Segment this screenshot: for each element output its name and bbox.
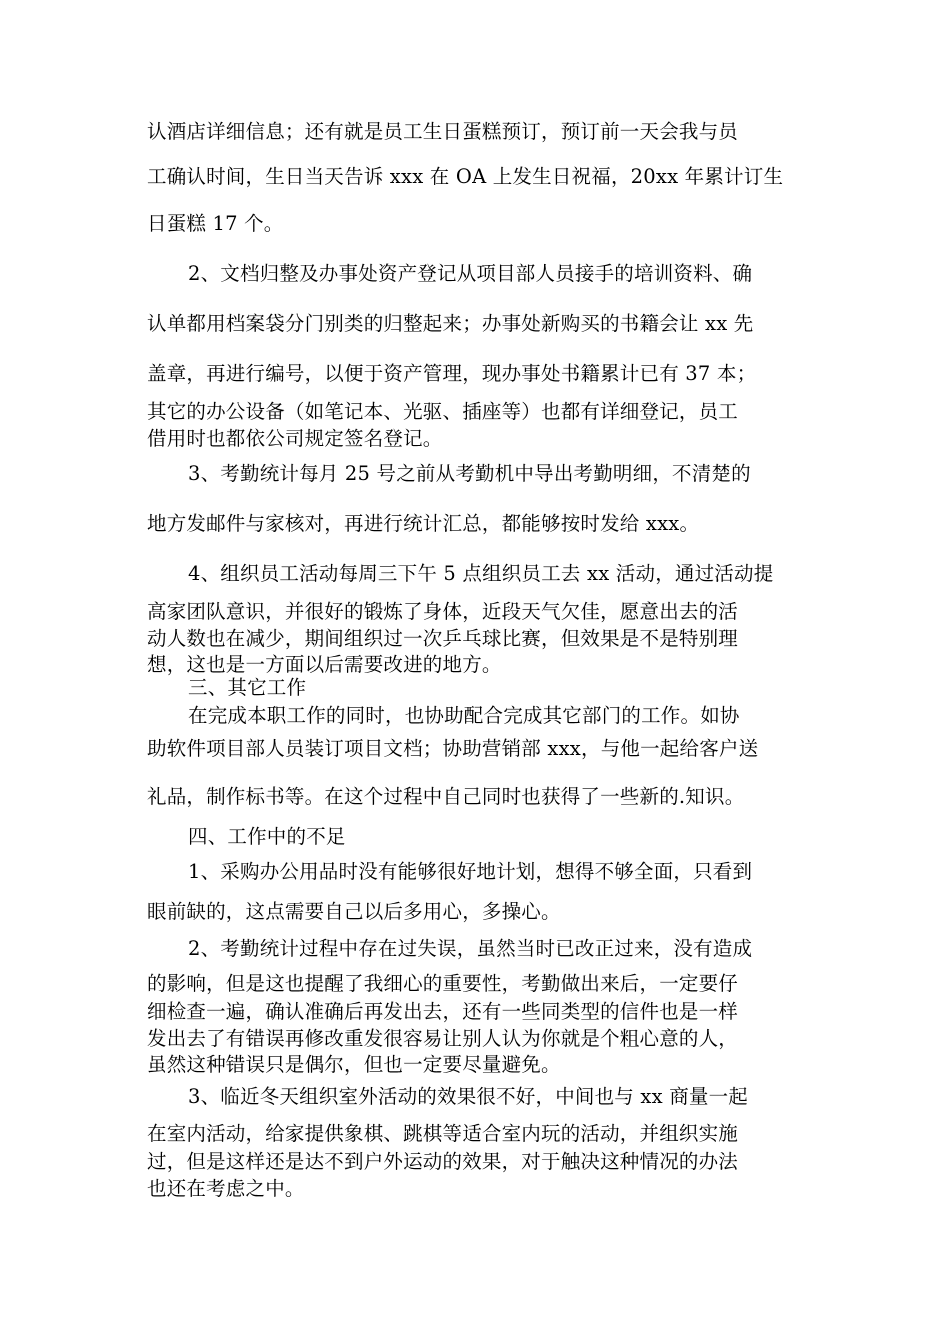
text-line: 动人数也在减少，期间组织过一次乒乓球比赛，但效果是不是特别理	[147, 627, 739, 650]
text-line: 3、临近冬天组织室外活动的效果很不好，中间也与 xx 商量一起	[188, 1085, 748, 1108]
text-line: 日蛋糕 17 个。	[147, 212, 284, 235]
text-line: 虽然这种错误只是偶尔，但也一定要尽量避免。	[147, 1053, 561, 1076]
text-line: 在完成本职工作的同时，也协助配合完成其它部门的工作。如协	[188, 704, 740, 727]
text-line: 细检查一遍，确认准确后再发出去，还有一些同类型的信件也是一样	[147, 1000, 739, 1023]
text-line: 地方发邮件与家核对，再进行统计汇总，都能够按时发给 xxx。	[147, 512, 700, 535]
text-line: 过，但是这样还是达不到户外运动的效果，对于触决这种情况的办法	[147, 1150, 739, 1173]
text-line: 工确认时间，生日当天告诉 xxx 在 OA 上发生日祝福，20xx 年累计订生	[147, 165, 784, 188]
text-line: 的影响，但是这也提醒了我细心的重要性，考勤做出来后，一定要仔	[147, 972, 739, 995]
text-line: 3、考勤统计每月 25 号之前从考勤机中导出考勤明细，不清楚的	[188, 462, 751, 485]
section-heading: 四、工作中的不足	[188, 825, 346, 848]
text-line: 4、组织员工活动每周三下午 5 点组织员工去 xx 活动，通过活动提	[188, 562, 774, 585]
text-line: 想，这也是一方面以后需要改进的地方。	[147, 653, 502, 676]
text-line: 借用时也都依公司规定签名登记。	[147, 427, 443, 450]
text-line: 盖章，再进行编号，以便于资产管理，现办事处书籍累计已有 37 本；	[147, 362, 757, 385]
text-line: 眼前缺的，这点需要自己以后多用心，多操心。	[147, 900, 561, 923]
text-line: 礼品，制作标书等。在这个过程中自己同时也获得了一些新的.知识。	[147, 785, 745, 808]
text-line: 2、文档归整及办事处资产登记从项目部人员接手的培训资料、确	[188, 262, 753, 285]
text-line: 认单都用档案袋分门别类的归整起来；办事处新购买的书籍会让 xx 先	[147, 312, 754, 335]
text-line: 也还在考虑之中。	[147, 1177, 305, 1200]
text-line: 认酒店详细信息；还有就是员工生日蛋糕预订，预订前一天会我与员	[147, 120, 739, 143]
text-line: 助软件项目部人员装订项目文档；协助营销部 xxx，与他一起给客户送	[147, 737, 759, 760]
text-line: 发出去了有错误再修改重发很容易让别人认为你就是个粗心意的人，	[147, 1027, 739, 1050]
text-line: 2、考勤统计过程中存在过失误，虽然当时已改正过来，没有造成	[188, 937, 753, 960]
text-line: 高家团队意识，并很好的锻炼了身体，近段天气欠佳，愿意出去的活	[147, 600, 739, 623]
text-line: 1、采购办公用品时没有能够很好地计划，想得不够全面，只看到	[188, 860, 753, 883]
section-heading: 三、其它工作	[188, 676, 307, 699]
text-line: 在室内活动，给家提供象棋、跳棋等适合室内玩的活动，并组织实施	[147, 1122, 739, 1145]
text-line: 其它的办公设备（如笔记本、光驱、插座等）也都有详细登记，员工	[147, 400, 739, 423]
